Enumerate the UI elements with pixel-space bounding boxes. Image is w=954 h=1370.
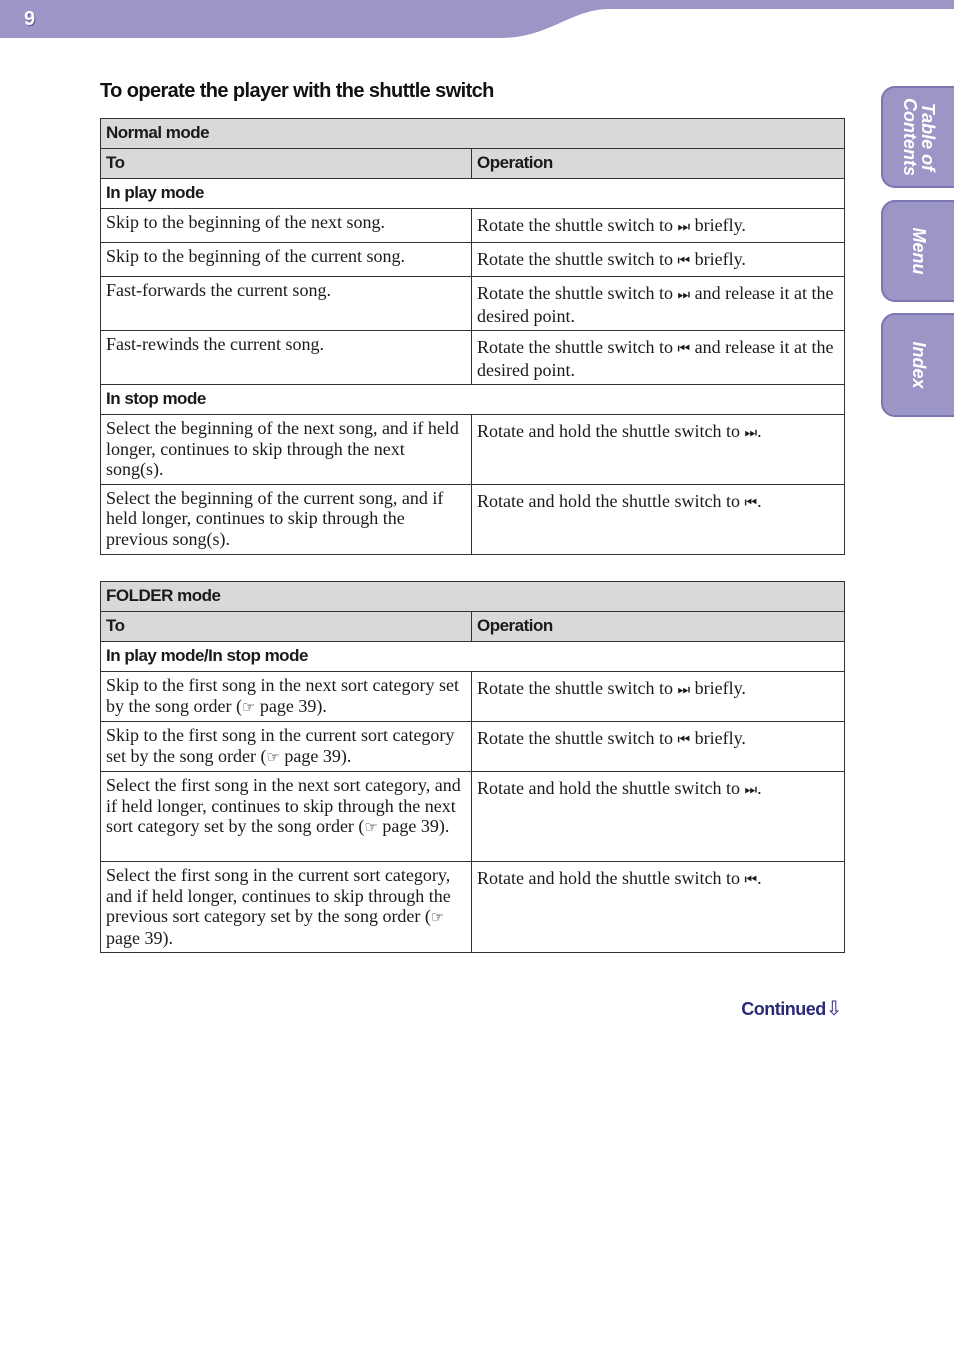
subheader-row: [101, 179, 845, 209]
column-header-to: To: [101, 612, 472, 642]
continued-link[interactable]: [741, 996, 842, 1020]
next-track-icon: ⏭: [744, 782, 755, 798]
table-row: [101, 277, 845, 331]
cell-to: Select the first song in the next sort category, and if held longer, continues to skip through the next sort category set by the song order (☞ page 39).: [101, 772, 472, 862]
table-title: FOLDER mode: [101, 582, 845, 612]
cell-to: Fast-rewinds the current song.: [101, 331, 472, 385]
table-title-row: [101, 582, 845, 612]
cell-operation: Rotate the shuttle switch to ⏮ and release it at the desired point.: [472, 331, 845, 385]
tab-label-index: Index: [909, 341, 929, 389]
next-track-icon: ⏭: [677, 682, 688, 698]
cell-operation: Rotate and hold the shuttle switch to ⏭ .: [472, 772, 845, 862]
cell-operation: Rotate the shuttle switch to ⏭ briefly.: [472, 209, 845, 243]
subheader-play-mode: In play mode: [101, 179, 845, 209]
down-arrow-icon: ⇩: [825, 996, 842, 1020]
next-track-icon: ⏭: [677, 219, 688, 235]
cell-operation: Rotate and hold the shuttle switch to ⏮ .: [472, 484, 845, 554]
normal-mode-table: [100, 118, 845, 555]
table-title: Normal mode: [101, 119, 845, 149]
pointing-hand-icon: ☞: [241, 697, 256, 716]
folder-mode-table: [100, 581, 845, 953]
subheader-stop-mode: In stop mode: [101, 385, 845, 415]
pointing-hand-icon: ☞: [430, 908, 445, 926]
cell-to: Skip to the beginning of the current song.: [101, 243, 472, 277]
previous-track-icon: ⏮: [744, 872, 755, 888]
table-row: [101, 331, 845, 385]
table-row: [101, 862, 845, 953]
cell-operation: Rotate the shuttle switch to ⏮ briefly.: [472, 243, 845, 277]
section-title: To operate the player with the shuttle switch: [100, 80, 494, 102]
column-header-operation: Operation: [472, 149, 845, 179]
pointing-hand-icon: ☞: [364, 818, 378, 836]
cell-operation: Rotate and hold the shuttle switch to ⏭ .: [472, 415, 845, 485]
cell-to: Skip to the first song in the next sort category set by the song order (☞ page 39).: [101, 672, 472, 722]
cell-to: Skip to the first song in the current sort category set by the song order (☞ page 39).: [101, 722, 472, 772]
previous-track-icon: ⏮: [744, 494, 755, 511]
column-header-row: [101, 612, 845, 642]
table-row: [101, 484, 845, 554]
header-band: [0, 0, 954, 40]
table-row: [101, 243, 845, 277]
cell-to: Skip to the beginning of the next song.: [101, 209, 472, 243]
cell-to: Fast-forwards the current song.: [101, 277, 472, 331]
tab-label-table-of-contents: Table of Contents: [900, 98, 938, 176]
subheader-row: [101, 385, 845, 415]
table-row: [101, 772, 845, 862]
tab-label-menu: Menu: [909, 227, 929, 275]
subheader-row: [101, 642, 845, 672]
table-row: [101, 722, 845, 772]
previous-track-icon: ⏮: [677, 253, 688, 269]
cell-to: Select the first song in the current sort category, and if held longer, continues to skip through the previous sort category set by the song order (☞ page 39).: [101, 862, 472, 953]
continued-label: Continued: [741, 999, 826, 1019]
column-header-row: [101, 149, 845, 179]
cell-to: Select the beginning of the current song, and if held longer, continues to skip through the previous song(s).: [101, 484, 472, 554]
cell-operation: Rotate the shuttle switch to ⏭ and release it at the desired point.: [472, 277, 845, 331]
table-title-row: [101, 119, 845, 149]
tab-table-of-contents[interactable]: [881, 86, 954, 188]
tab-menu[interactable]: [881, 200, 954, 302]
previous-track-icon: ⏮: [677, 341, 688, 357]
column-header-to: To: [101, 149, 472, 179]
cell-operation: Rotate the shuttle switch to ⏮ briefly.: [472, 722, 845, 772]
table-row: [101, 415, 845, 485]
previous-track-icon: ⏮: [677, 732, 688, 748]
page-number: 9: [24, 8, 36, 30]
column-header-operation: Operation: [472, 612, 845, 642]
subheader-play-stop-mode: In play mode/In stop mode: [101, 642, 845, 672]
tab-index[interactable]: [881, 313, 954, 417]
cell-operation: Rotate and hold the shuttle switch to ⏮ .: [472, 862, 845, 953]
cell-operation: Rotate the shuttle switch to ⏭ briefly.: [472, 672, 845, 722]
table-row: [101, 672, 845, 722]
cell-to: Select the beginning of the next song, and if held longer, continues to skip through the next song(s).: [101, 415, 472, 485]
next-track-icon: ⏭: [677, 287, 688, 303]
next-track-icon: ⏭: [744, 425, 755, 441]
table-row: [101, 209, 845, 243]
pointing-hand-icon: ☞: [266, 747, 280, 766]
